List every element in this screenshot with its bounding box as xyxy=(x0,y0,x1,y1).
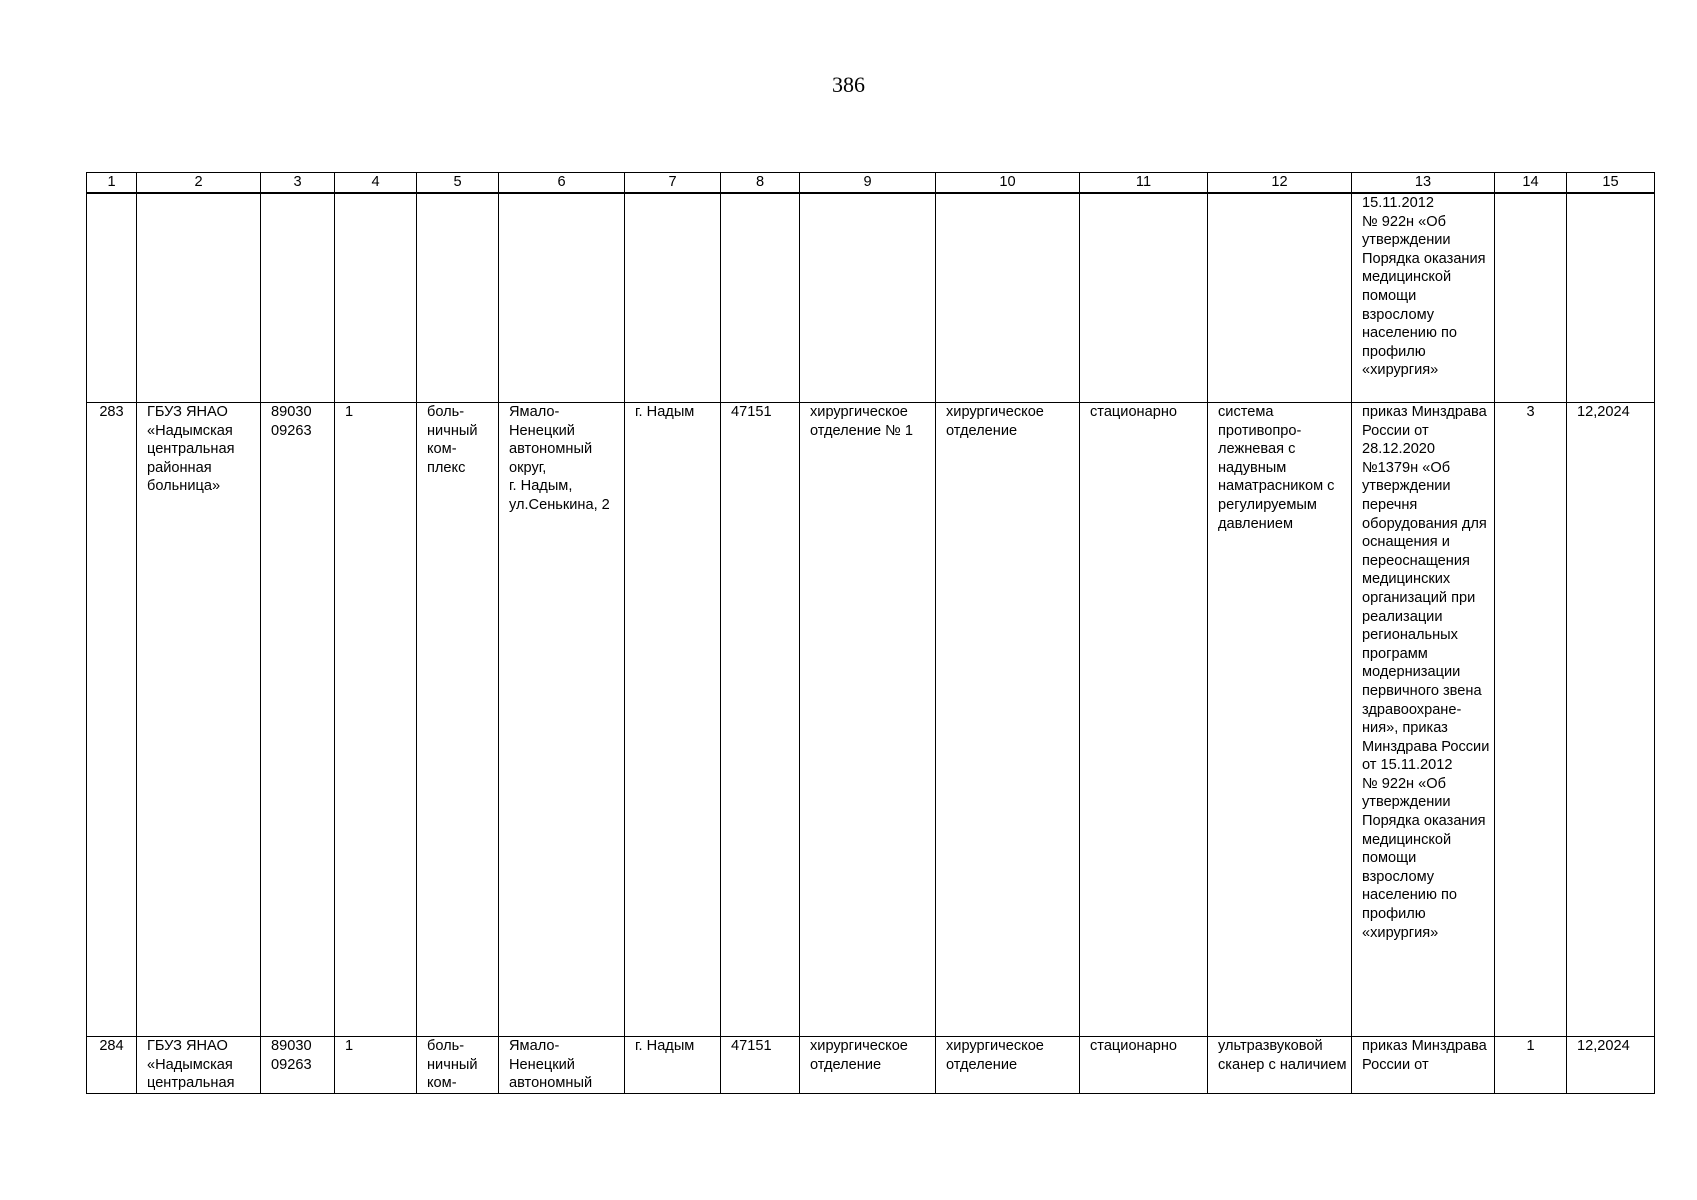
column-header: 15 xyxy=(1567,173,1655,194)
col4-cell: 1 xyxy=(335,1037,417,1094)
date-cell: 12,2024 xyxy=(1567,1037,1655,1094)
row-number-cell: 284 xyxy=(87,1037,137,1094)
equipment-cell: система противопро- лежневая с надувным наматрасником с регулируемым давлением xyxy=(1208,403,1352,1037)
organization-cell: ГБУЗ ЯНАО «Надымская центральная xyxy=(137,1037,261,1094)
column-header: 10 xyxy=(936,173,1080,194)
column-header: 8 xyxy=(721,173,800,194)
table-header-row xyxy=(87,173,1655,194)
unit-cell xyxy=(936,193,1080,403)
address-cell xyxy=(499,193,625,403)
column-header: 9 xyxy=(800,173,936,194)
column-header: 12 xyxy=(1208,173,1352,194)
department-cell: хирургическое отделение xyxy=(800,1037,936,1094)
organization-cell: ГБУЗ ЯНАО «Надымская центральная районная больница» xyxy=(137,403,261,1037)
facility-type-cell: боль- ничный ком- плекс xyxy=(417,403,499,1037)
table-row xyxy=(87,403,1655,1037)
column-header: 4 xyxy=(335,173,417,194)
column-header: 11 xyxy=(1080,173,1208,194)
column-header: 5 xyxy=(417,173,499,194)
code-cell: 89030 09263 xyxy=(261,403,335,1037)
column-header: 6 xyxy=(499,173,625,194)
column-header: 7 xyxy=(625,173,721,194)
col4-cell xyxy=(335,193,417,403)
code-cell xyxy=(261,193,335,403)
care-mode-cell: стационарно xyxy=(1080,1037,1208,1094)
column-header: 1 xyxy=(87,173,137,194)
facility-type-cell: боль- ничный ком- xyxy=(417,1037,499,1094)
regulation-cell: 15.11.2012 № 922н «Об утверждении Порядка оказания медицинской помощи взрослому населению по профилю «хирургия» xyxy=(1352,193,1495,403)
regulation-cell: приказ Минздрава России от xyxy=(1352,1037,1495,1094)
department-cell: хирургическое отделение № 1 xyxy=(800,403,936,1037)
row-number-cell: 283 xyxy=(87,403,137,1037)
page-number: 386 xyxy=(832,72,865,97)
care-mode-cell xyxy=(1080,193,1208,403)
equipment-cell xyxy=(1208,193,1352,403)
address-cell: Ямало- Ненецкий автономный округ, г. Надым, ул.Сенькина, 2 xyxy=(499,403,625,1037)
department-cell xyxy=(800,193,936,403)
column-header: 3 xyxy=(261,173,335,194)
column-header: 2 xyxy=(137,173,261,194)
table-row xyxy=(87,193,1655,403)
city-cell xyxy=(625,193,721,403)
date-cell: 12,2024 xyxy=(1567,403,1655,1037)
table-row xyxy=(87,1037,1655,1094)
address-cell: Ямало- Ненецкий автономный xyxy=(499,1037,625,1094)
regulation-cell: приказ Минздрава России от 28.12.2020 №1379н «Об утверждении перечня оборудования для оснащения и переоснащения медицинских организаций при реализации региональных программ модернизации первичного звена здравоохране- ния», приказ Минздрава России от 15.11.2012 № 922н «Об утверждении Порядка оказания медицинской помощи взрослому населению по профилю «хирургия» xyxy=(1352,403,1495,1037)
col4-cell: 1 xyxy=(335,403,417,1037)
oktmo-cell xyxy=(721,193,800,403)
quantity-cell: 3 xyxy=(1495,403,1567,1037)
quantity-cell: 1 xyxy=(1495,1037,1567,1094)
oktmo-cell: 47151 xyxy=(721,1037,800,1094)
oktmo-cell: 47151 xyxy=(721,403,800,1037)
code-cell: 89030 09263 xyxy=(261,1037,335,1094)
date-cell xyxy=(1567,193,1655,403)
organization-cell xyxy=(137,193,261,403)
data-table xyxy=(86,172,1655,1094)
unit-cell: хирургическое отделение xyxy=(936,1037,1080,1094)
unit-cell: хирургическое отделение xyxy=(936,403,1080,1037)
city-cell: г. Надым xyxy=(625,1037,721,1094)
facility-type-cell xyxy=(417,193,499,403)
quantity-cell xyxy=(1495,193,1567,403)
city-cell: г. Надым xyxy=(625,403,721,1037)
care-mode-cell: стационарно xyxy=(1080,403,1208,1037)
row-number-cell xyxy=(87,193,137,403)
column-header: 13 xyxy=(1352,173,1495,194)
equipment-cell: ультразвуковой сканер с наличием xyxy=(1208,1037,1352,1094)
column-header: 14 xyxy=(1495,173,1567,194)
